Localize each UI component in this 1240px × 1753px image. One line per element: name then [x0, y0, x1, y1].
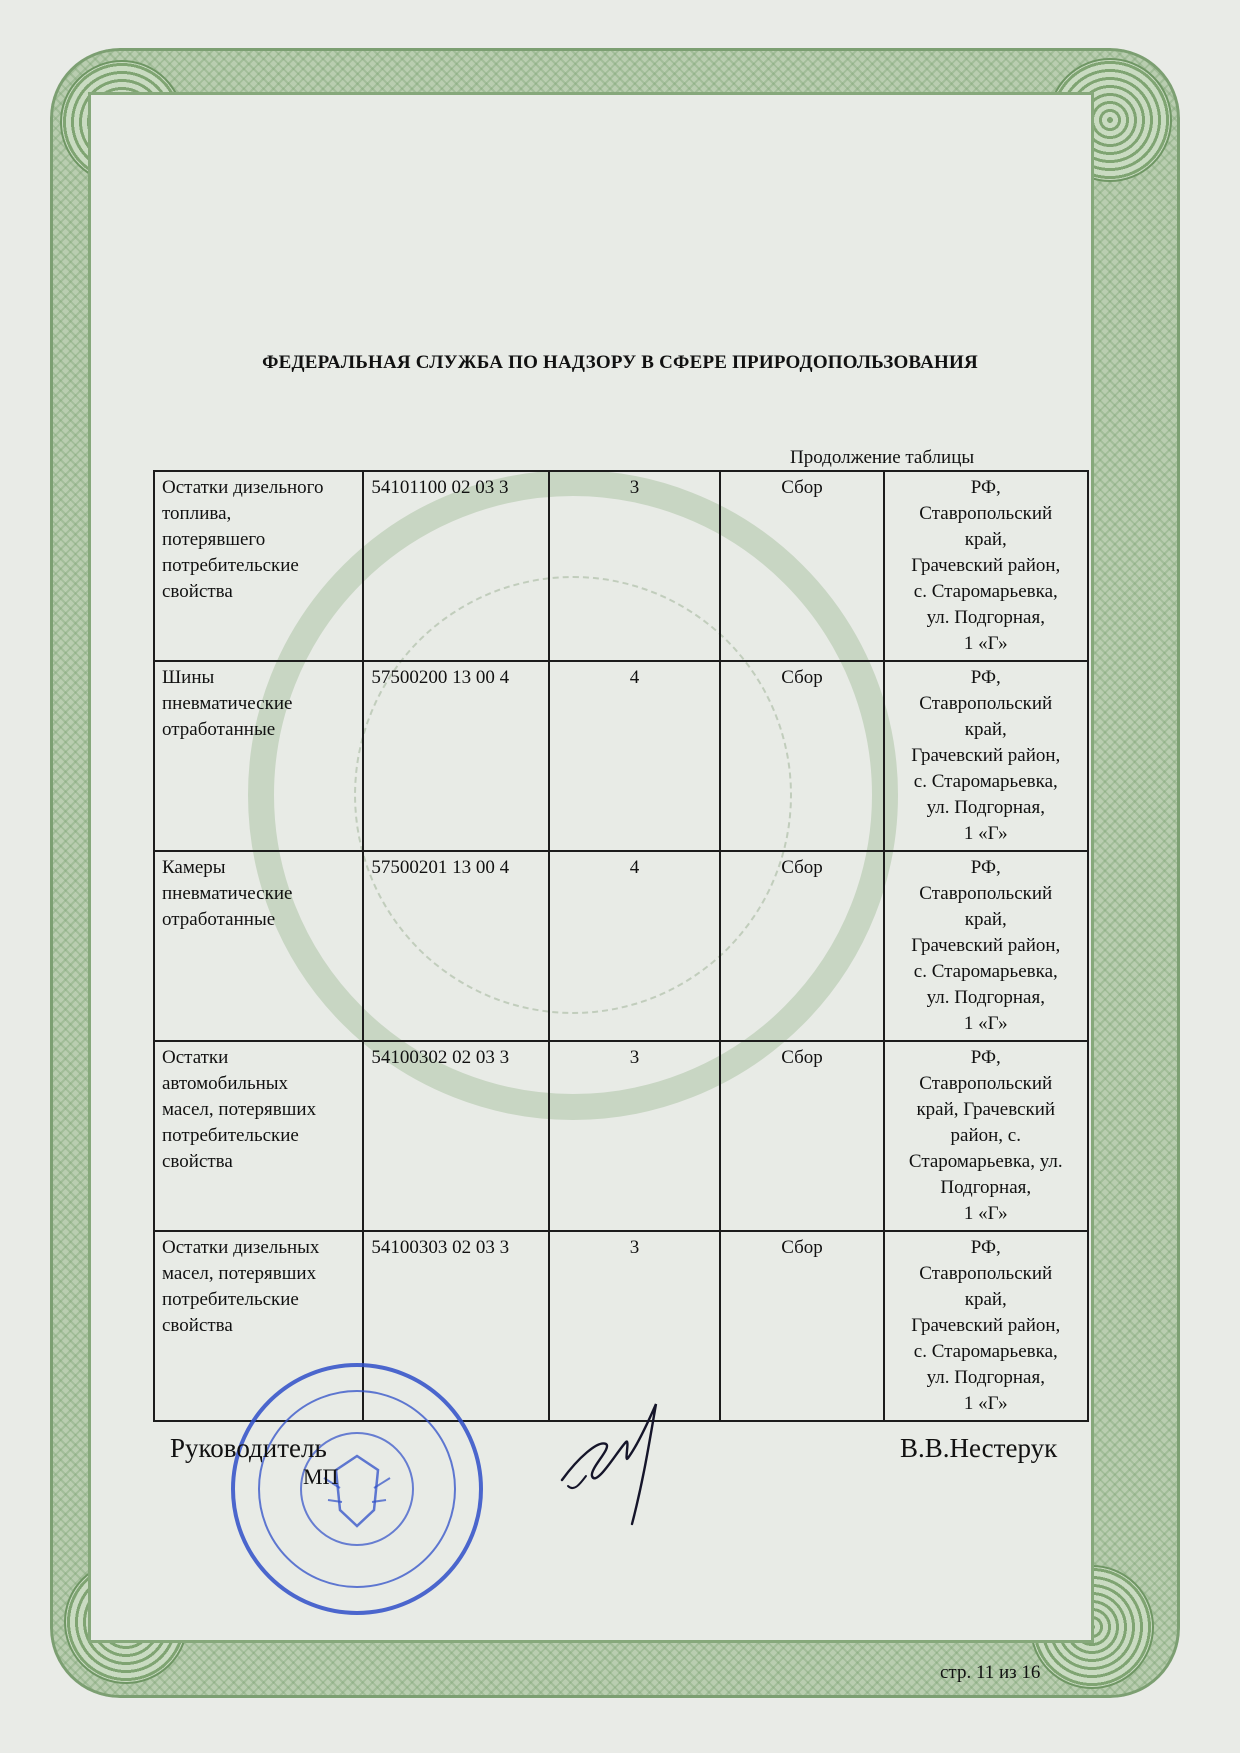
cell-line: отработанные: [162, 719, 276, 740]
table-continuation-label: Продолжение таблицы: [790, 447, 975, 468]
cell-line: Ставропольский: [919, 1263, 1053, 1284]
cell-line: потерявшего: [162, 529, 266, 550]
signer-name: В.В.Нестерук: [900, 1433, 1058, 1463]
cell-line: 1 «Г»: [963, 1203, 1008, 1224]
cell-line: РФ,: [970, 667, 1001, 688]
hazard-class-cell: 4: [549, 851, 721, 1041]
waste-code-cell: 54101100 02 03 3: [363, 471, 548, 661]
page-title: ФЕДЕРАЛЬНАЯ СЛУЖБА ПО НАДЗОРУ В СФЕРЕ ПРИРОДОПОЛЬЗОВАНИЯ: [262, 352, 978, 373]
cell-line: ул. Подгорная,: [926, 607, 1045, 628]
cell-line: Ставропольский: [919, 693, 1053, 714]
activity-cell: Сбор: [720, 1041, 883, 1231]
table-row: [154, 851, 1088, 1041]
handwritten-signature: [560, 1398, 670, 1528]
cell-line: край,: [964, 529, 1007, 550]
cell-line: Ставропольский: [919, 1073, 1053, 1094]
cell-line: Остатки: [162, 1047, 229, 1068]
waste-code-cell: 54100302 02 03 3: [363, 1041, 548, 1231]
activity-cell: Сбор: [720, 851, 883, 1041]
cell-line: край, Грачевский: [916, 1099, 1056, 1120]
activity-cell: Сбор: [720, 1231, 883, 1421]
cell-line: край,: [964, 1289, 1007, 1310]
cell-line: Ставропольский: [919, 503, 1053, 524]
waste-name-cell: [154, 1041, 363, 1231]
table-row: [154, 1041, 1088, 1231]
cell-line: Старомарьевка, ул.: [908, 1151, 1063, 1172]
cell-line: топлива,: [162, 503, 232, 524]
waste-name-cell: [154, 661, 363, 851]
location-cell: [884, 1231, 1088, 1421]
waste-code-cell: 54100303 02 03 3: [363, 1231, 548, 1421]
cell-line: автомобильных: [162, 1073, 289, 1094]
hazard-class-cell: 3: [549, 1231, 721, 1421]
cell-line: ул. Подгорная,: [926, 1367, 1045, 1388]
cell-line: Ставропольский: [919, 883, 1053, 904]
cell-line: Камеры: [162, 857, 226, 878]
cell-line: Грачевский район,: [911, 935, 1061, 956]
cell-line: с. Старомарьевка,: [913, 771, 1058, 792]
cell-line: Остатки дизельного: [162, 477, 324, 498]
cell-line: с. Старомарьевка,: [913, 1341, 1058, 1362]
cell-line: масел, потерявших: [162, 1099, 317, 1120]
cell-line: масел, потерявших: [162, 1263, 317, 1284]
page-number: стр. 11 из 16: [940, 1662, 1041, 1683]
cell-line: с. Старомарьевка,: [913, 581, 1058, 602]
location-cell: [884, 851, 1088, 1041]
waste-code-cell: 57500201 13 00 4: [363, 851, 548, 1041]
cell-line: край,: [964, 909, 1007, 930]
cell-line: пневматические: [162, 693, 293, 714]
hazard-class-cell: 4: [549, 661, 721, 851]
cell-line: РФ,: [970, 477, 1001, 498]
table-row: [154, 471, 1088, 661]
waste-name-cell: [154, 471, 363, 661]
cell-line: свойства: [162, 581, 233, 602]
cell-line: свойства: [162, 1315, 233, 1336]
cell-line: потребительские: [162, 1289, 299, 1310]
cell-line: 1 «Г»: [963, 823, 1008, 844]
activity-cell: Сбор: [720, 661, 883, 851]
signer-position: Руководитель: [170, 1433, 327, 1463]
cell-line: район, с.: [950, 1125, 1021, 1146]
cell-line: 1 «Г»: [963, 1393, 1008, 1414]
table-row: [154, 661, 1088, 851]
cell-line: РФ,: [970, 857, 1001, 878]
cell-line: 1 «Г»: [963, 633, 1008, 654]
cell-line: Грачевский район,: [911, 555, 1061, 576]
cell-line: 1 «Г»: [963, 1013, 1008, 1034]
cell-line: ул. Подгорная,: [926, 987, 1045, 1008]
cell-line: ул. Подгорная,: [926, 797, 1045, 818]
waste-code-cell: 57500200 13 00 4: [363, 661, 548, 851]
location-cell: [884, 661, 1088, 851]
cell-line: Остатки дизельных: [162, 1237, 320, 1258]
cell-line: Шины: [162, 667, 215, 688]
waste-table: [153, 470, 1089, 1422]
cell-line: Подгорная,: [940, 1177, 1032, 1198]
cell-line: Грачевский район,: [911, 1315, 1061, 1336]
cell-line: край,: [964, 719, 1007, 740]
stamp-mark-label: МП: [303, 1464, 339, 1489]
cell-line: РФ,: [970, 1237, 1001, 1258]
activity-cell: Сбор: [720, 471, 883, 661]
cell-line: свойства: [162, 1151, 233, 1172]
location-cell: [884, 471, 1088, 661]
cell-line: пневматические: [162, 883, 293, 904]
waste-name-cell: [154, 851, 363, 1041]
location-cell: [884, 1041, 1088, 1231]
cell-line: с. Старомарьевка,: [913, 961, 1058, 982]
official-stamp: [228, 1360, 486, 1618]
hazard-class-cell: 3: [549, 471, 721, 661]
cell-line: потребительские: [162, 1125, 299, 1146]
cell-line: отработанные: [162, 909, 276, 930]
cell-line: РФ,: [970, 1047, 1001, 1068]
hazard-class-cell: 3: [549, 1041, 721, 1231]
cell-line: потребительские: [162, 555, 299, 576]
cell-line: Грачевский район,: [911, 745, 1061, 766]
